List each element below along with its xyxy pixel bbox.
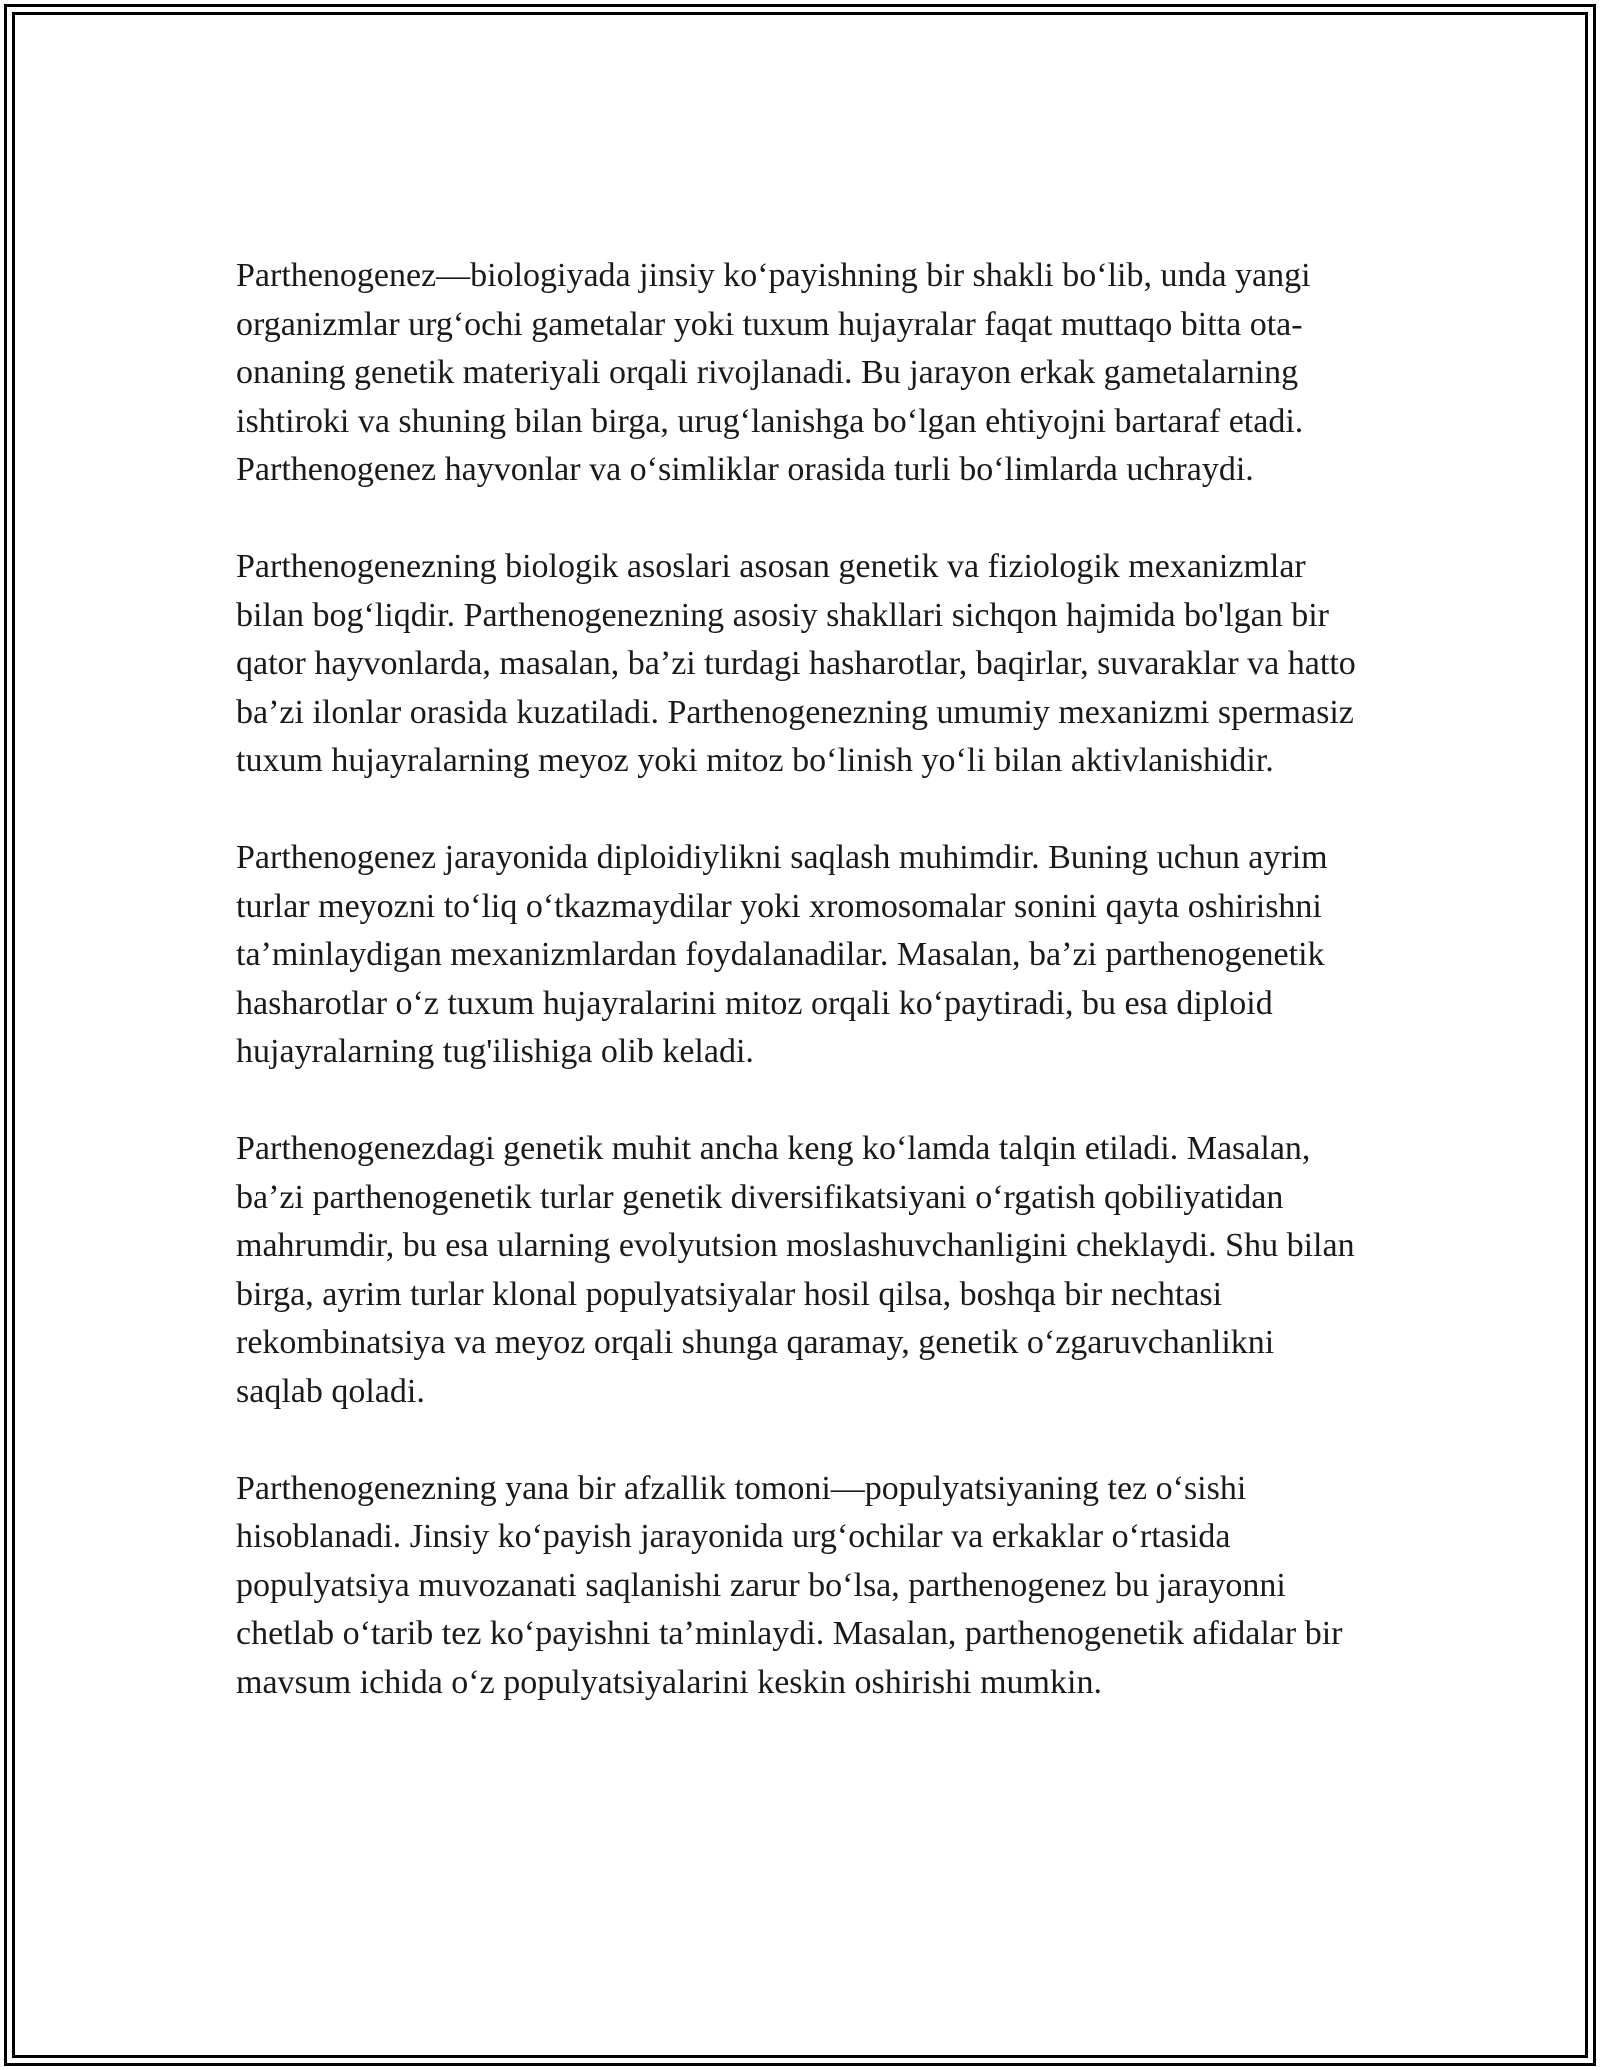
document-body bbox=[236, 252, 1366, 1756]
paragraph-2: Parthenogenezning biologik asoslari asosan genetik va fiziologik mexanizmlar bilan bogʻliqdir. Parthenogenezning asosiy shakllari sichqon hajmida bo'lgan bir qator hayvonlarda, masalan, baʼzi turdagi hasharotlar, baqirlar, suvaraklar va hatto baʼzi ilonlar orasida kuzatiladi. Parthenogenezning umumiy mexanizmi spermasiz tuxum hujayralarning meyoz yoki mitoz boʻlinish yoʻli bilan aktivlanishidir. bbox=[236, 548, 1356, 779]
paragraph-5: Parthenogenezning yana bir afzallik tomoni—populyatsiyaning tez oʻsishi hisoblanadi. Jinsiy koʻpayish jarayonida urgʻochilar va erkaklar oʻrtasida populyatsiya muvozanati saqlanishi zarur boʻlsa, parthenogenez bu jarayonni chetlab oʻtarib tez koʻpayishni taʼminlaydi. Masalan, parthenogenetik afidalar bir mavsum ichida oʻz populyatsiyalarini keskin oshirishi mumkin. bbox=[236, 1469, 1343, 1701]
paragraph-1: Parthenogenez—biologiyada jinsiy koʻpayishning bir shakli boʻlib, unda yangi organizmlar urgʻochi gametalar yoki tuxum hujayralar faqat muttaqo bitta ota-onaning genetik materiyali orqali rivojlanadi. Bu jarayon erkak gametalarning ishtiroki va shuning bilan birga, urugʻlanishga boʻlgan ehtiyojni bartaraf etadi. Parthenogenez hayvonlar va oʻsimliklar orasida turli boʻlimlarda uchraydi. bbox=[236, 257, 1311, 488]
paragraph-3: Parthenogenez jarayonida diploidiylikni saqlash muhimdir. Buning uchun ayrim turlar meyozni toʻliq oʻtkazmaydilar yoki xromosomalar sonini qayta oshirishni taʼminlaydigan mexanizmlardan foydalanadilar. Masalan, baʼzi parthenogenetik hasharotlar oʻz tuxum hujayralarini mitoz orqali koʻpaytiradi, bu esa diploid hujayralarning tug'ilishiga olib keladi. bbox=[236, 839, 1328, 1070]
paragraph-4: Parthenogenezdagi genetik muhit ancha keng koʻlamda talqin etiladi. Masalan, baʼzi parthenogenetik turlar genetik diversifikatsiyani oʻrgatish qobiliyatidan mahrumdir, bu esa ularning evolyutsion moslashuvchanligini cheklaydi. Shu bilan birga, ayrim turlar klonal populyatsiyalar hosil qilsa, boshqa bir nechtasi rekombinatsiya va meyoz orqali shunga qaramay, genetik oʻzgaruvchanlikni saqlab qoladi. bbox=[236, 1130, 1355, 1410]
